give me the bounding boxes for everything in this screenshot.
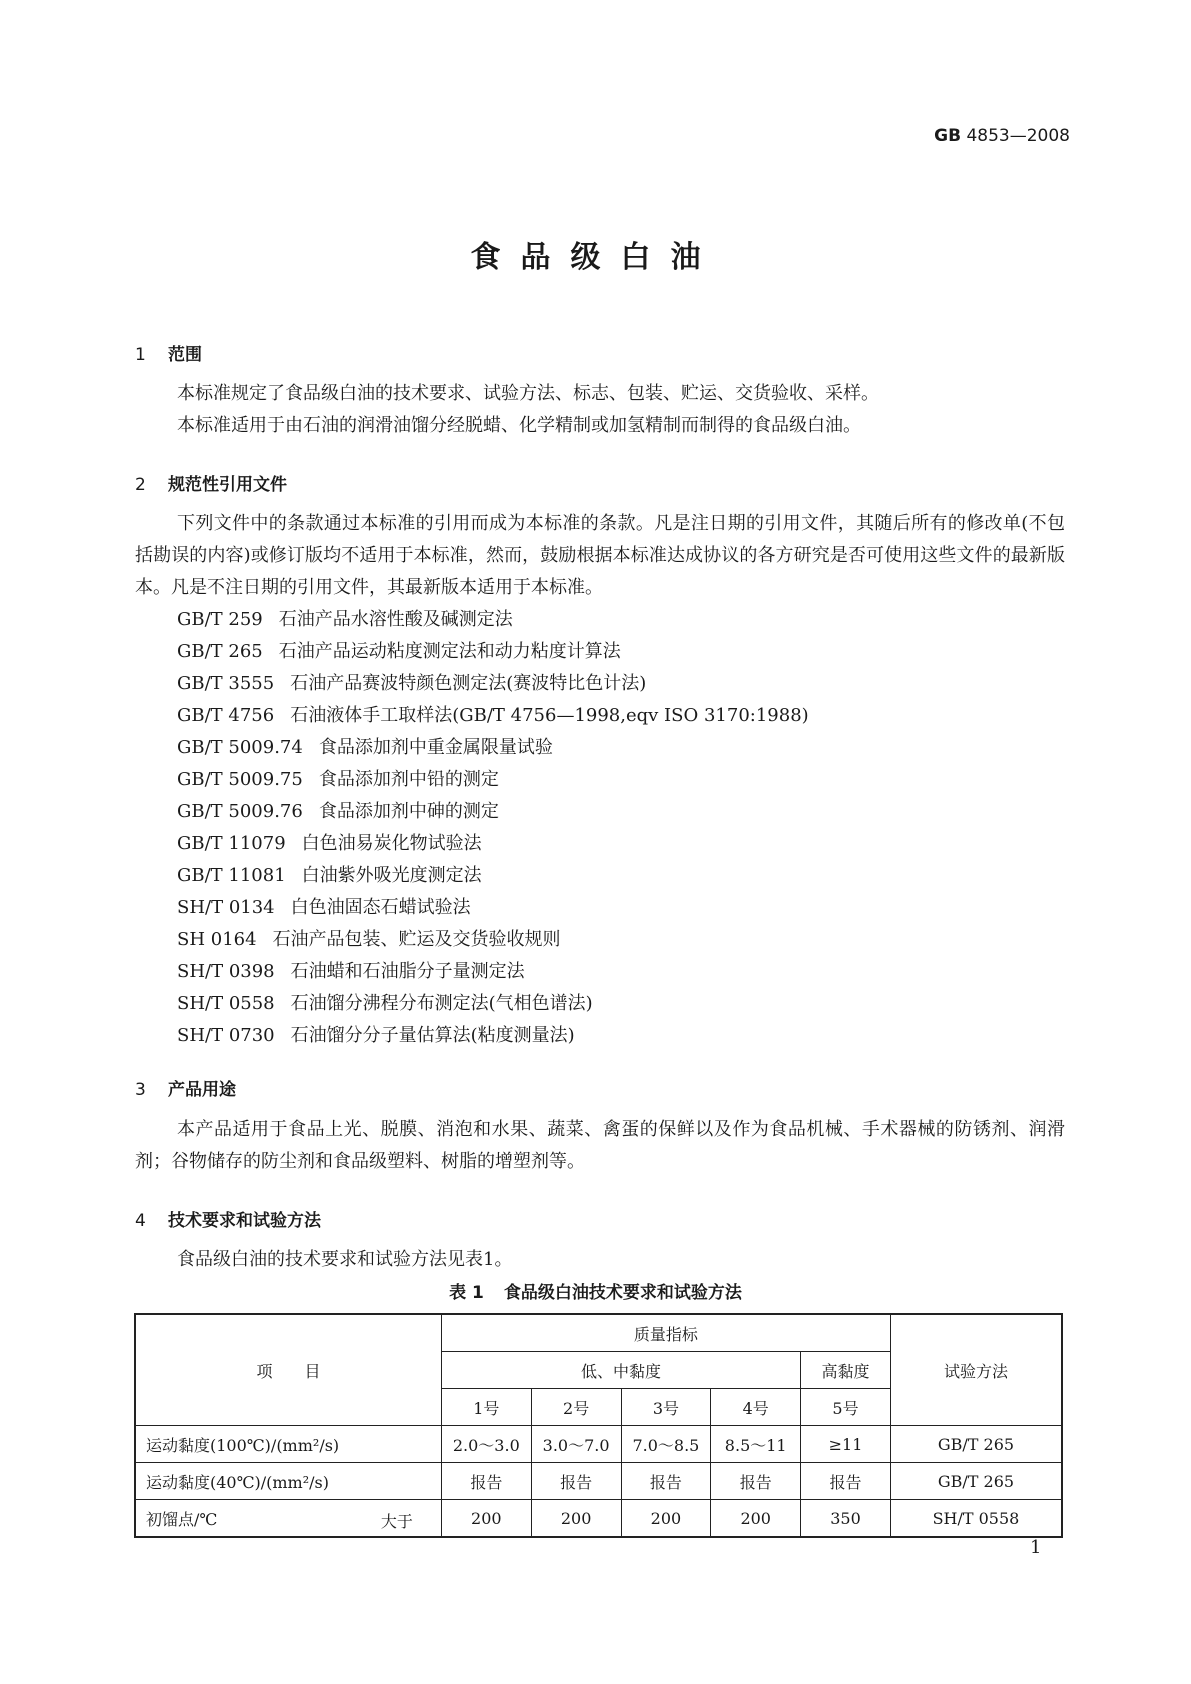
reference-item: GB/T 4756 石油液体手工取样法(GB/T 4756—1998,eqv ISO 3170:1988) <box>177 705 809 726</box>
row-item: 运动黏度(40℃)/(mm²/s) <box>135 1463 441 1500</box>
reference-item: GB/T 5009.74 食品添加剂中重金属限量试验 <box>177 737 553 758</box>
reference-item: GB/T 11079 白色油易炭化物试验法 <box>177 833 482 854</box>
document-title: 食品级白油 <box>470 240 721 275</box>
reference-item: SH 0164 石油产品包装、贮运及交货验收规则 <box>177 929 561 950</box>
reference-item: GB/T 259 石油产品水溶性酸及碱测定法 <box>177 609 513 630</box>
row-item-cell <box>135 1500 441 1538</box>
header-quality: 质量指标 <box>441 1314 890 1352</box>
table-caption: 表 1 食品级白油技术要求和试验方法 <box>449 1283 742 1303</box>
table-cell: 200 <box>531 1500 621 1538</box>
table-header-row <box>135 1314 1062 1352</box>
table-cell: 报告 <box>621 1463 711 1500</box>
reference-item: SH/T 0134 白色油固态石蜡试验法 <box>177 897 471 918</box>
section-2-heading: 2 规范性引用文件 <box>135 475 287 495</box>
table-cell: 200 <box>441 1500 531 1538</box>
reference-item: SH/T 0558 石油馏分沸程分布测定法(气相色谱法) <box>177 993 593 1014</box>
reference-item: SH/T 0730 石油馏分分子量估算法(粘度测量法) <box>177 1025 575 1046</box>
section-1-paragraph-1: 本标准规定了食品级白油的技术要求、试验方法、标志、包装、贮运、交货验收、采样。 <box>177 383 879 404</box>
header-grade: 3号 <box>621 1389 711 1426</box>
section-1-paragraph-2: 本标准适用于由石油的润滑油馏分经脱蜡、化学精制或加氢精制而制得的食品级白油。 <box>177 415 861 436</box>
reference-item: GB/T 265 石油产品运动粘度测定法和动力粘度计算法 <box>177 641 621 662</box>
table-cell: 3.0～7.0 <box>531 1426 621 1463</box>
table-row <box>135 1463 1062 1500</box>
section-4-paragraph: 食品级白油的技术要求和试验方法见表1。 <box>177 1249 513 1270</box>
table-cell: 报告 <box>801 1463 891 1500</box>
reference-item: GB/T 3555 石油产品赛波特颜色测定法(赛波特比色计法) <box>177 673 647 694</box>
table-cell-method: GB/T 265 <box>890 1426 1062 1463</box>
row-qualifier: 大于 <box>380 1512 413 1531</box>
reference-item: GB/T 11081 白油紫外吸光度测定法 <box>177 865 482 886</box>
table-cell: 报告 <box>531 1463 621 1500</box>
section-3-paragraph: 本产品适用于食品上光、脱膜、消泡和水果、蔬菜、禽蛋的保鲜以及作为食品机械、手术器械的防锈剂、润滑剂；谷物储存的防尘剂和食品级塑料、树脂的增塑剂等。 <box>135 1119 1065 1172</box>
reference-item: GB/T 5009.75 食品添加剂中铅的测定 <box>177 769 499 790</box>
table-cell: 200 <box>621 1500 711 1538</box>
spec-table <box>134 1313 1063 1538</box>
table-cell: 200 <box>711 1500 801 1538</box>
table-cell: 2.0～3.0 <box>441 1426 531 1463</box>
table-cell: ≥11 <box>801 1426 891 1463</box>
table-cell: 350 <box>801 1500 891 1538</box>
table-cell: 8.5～11 <box>711 1426 801 1463</box>
table-cell: 报告 <box>711 1463 801 1500</box>
page-number: 1 <box>1030 1537 1042 1558</box>
header-low-mid: 低、中黏度 <box>441 1352 800 1389</box>
header-method: 试验方法 <box>890 1314 1062 1426</box>
table-cell-method: GB/T 265 <box>890 1463 1062 1500</box>
table-cell: 报告 <box>441 1463 531 1500</box>
header-grade: 4号 <box>711 1389 801 1426</box>
header-grade: 5号 <box>801 1389 891 1426</box>
header-grade: 1号 <box>441 1389 531 1426</box>
section-2-paragraph: 下列文件中的条款通过本标准的引用而成为本标准的条款。凡是注日期的引用文件，其随后所有的修改单(不包括勘误的内容)或修订版均不适用于本标准，然而，鼓励根据本标准达成协议的各方研究是否可使用这些文件的最新版本。凡是不注日期的引用文件，其最新版本适用于本标准。 <box>135 513 1065 598</box>
header-high: 高黏度 <box>801 1352 891 1389</box>
reference-list <box>177 604 809 1052</box>
standard-number: GB 4853—2008 <box>934 126 1070 146</box>
table-row <box>135 1500 1062 1538</box>
header-grade: 2号 <box>531 1389 621 1426</box>
section-3-heading: 3 产品用途 <box>135 1080 236 1100</box>
section-4-heading: 4 技术要求和试验方法 <box>135 1211 321 1231</box>
row-item: 运动黏度(100℃)/(mm²/s) <box>135 1426 441 1463</box>
table-row <box>135 1426 1062 1463</box>
header-item: 项 目 <box>135 1314 441 1426</box>
section-1-heading: 1 范围 <box>135 345 202 365</box>
table-cell-method: SH/T 0558 <box>890 1500 1062 1538</box>
row-item: 初馏点/℃ <box>146 1509 218 1529</box>
reference-item: SH/T 0398 石油蜡和石油脂分子量测定法 <box>177 961 525 982</box>
reference-item: GB/T 5009.76 食品添加剂中砷的测定 <box>177 801 499 822</box>
table-cell: 7.0～8.5 <box>621 1426 711 1463</box>
